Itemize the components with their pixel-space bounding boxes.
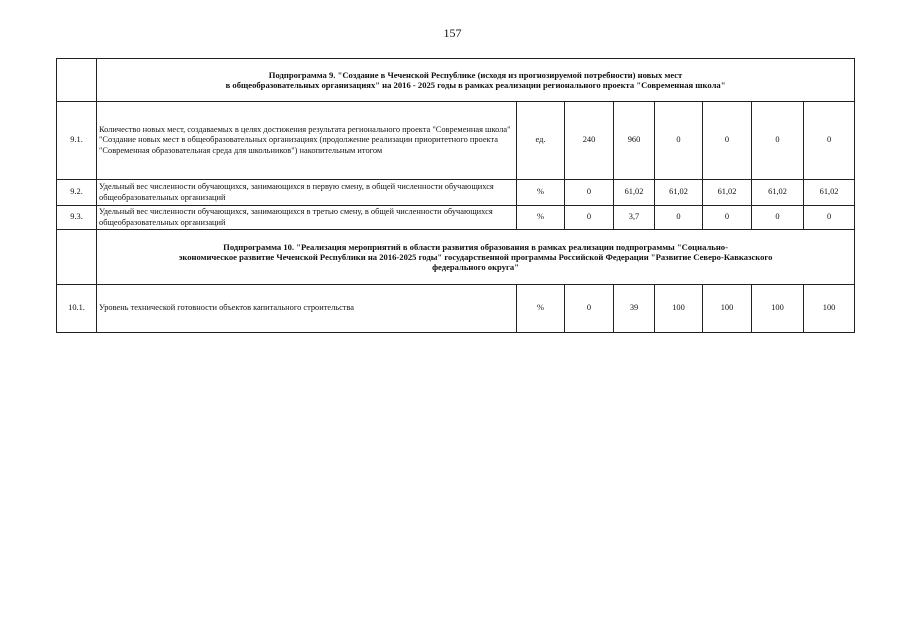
section-header-row <box>57 59 855 102</box>
value-cell: 61,02 <box>752 180 804 206</box>
row-number: 9.3. <box>57 206 97 230</box>
subprogram-9-title-line2: в общеобразовательных организациях" на 2016 - 2025 годы в рамках реализации регионального проекта "Современная школа" <box>225 80 726 90</box>
empty-cell <box>57 59 97 102</box>
value-cell: 240 <box>565 102 614 180</box>
subprogram-10-title-line2: экономическое развитие Чеченской Республики на 2016-2025 годы" государственной программы Российской Федерации "Развитие Северо-Кавказского <box>178 251 773 262</box>
value-cell: 0 <box>565 206 614 230</box>
value-cell: 61,02 <box>804 180 855 206</box>
table-row <box>57 206 855 230</box>
indicators-table <box>56 58 855 333</box>
value-cell: 0 <box>703 206 752 230</box>
indicator-description: Удельный вес численности обучающихся, занимающихся в первую смену, в общей численности обучающихся общеобразовательных организаций <box>97 180 517 206</box>
value-cell: 0 <box>655 102 703 180</box>
value-cell: 100 <box>655 285 703 333</box>
row-number: 9.1. <box>57 102 97 180</box>
value-cell: 0 <box>752 102 804 180</box>
value-cell: 0 <box>703 102 752 180</box>
subprogram-9-title-line1: Подпрограмма 9. "Создание в Чеченской Республике (исходя из прогнозируемой потребности) новых мест <box>268 69 683 80</box>
table-row <box>57 102 855 180</box>
indicator-description: Удельный вес численности обучающихся, занимающихся в третью смену, в общей численности обучающихся общеобразовательных организаций <box>97 206 517 230</box>
value-cell: 100 <box>703 285 752 333</box>
value-cell: 0 <box>655 206 703 230</box>
value-cell: 100 <box>804 285 855 333</box>
value-cell: 960 <box>614 102 655 180</box>
unit-cell: % <box>517 206 565 230</box>
value-cell: 0 <box>752 206 804 230</box>
value-cell: 3,7 <box>614 206 655 230</box>
unit-cell: ед. <box>517 102 565 180</box>
value-cell: 100 <box>752 285 804 333</box>
value-cell: 0 <box>565 285 614 333</box>
table-row <box>57 285 855 333</box>
value-cell: 39 <box>614 285 655 333</box>
value-cell: 61,02 <box>614 180 655 206</box>
subprogram-10-title <box>97 230 855 285</box>
subprogram-9-title <box>97 59 855 102</box>
page-number: 157 <box>443 26 462 40</box>
value-cell: 0 <box>804 102 855 180</box>
subprogram-10-title-line3: федерального округа" <box>432 262 519 273</box>
row-number: 9.2. <box>57 180 97 206</box>
empty-cell <box>57 230 97 285</box>
value-cell: 61,02 <box>703 180 752 206</box>
table-row <box>57 180 855 206</box>
unit-cell: % <box>517 285 565 333</box>
row-number: 10.1. <box>57 285 97 333</box>
section-header-row <box>57 230 855 285</box>
value-cell: 61,02 <box>655 180 703 206</box>
value-cell: 0 <box>804 206 855 230</box>
indicator-description: Уровень технической готовности объектов капитального строительства <box>97 285 517 333</box>
value-cell: 0 <box>565 180 614 206</box>
unit-cell: % <box>517 180 565 206</box>
subprogram-10-title-line1: Подпрограмма 10. "Реализация мероприятий в области развития образования в рамках реализации подпрограммы "Социально- <box>223 241 728 252</box>
indicator-description: Количество новых мест, создаваемых в целях достижения результата регионального проекта "Современная школа" "Создание новых мест в общеобразовательных организациях (продолжение реализации приоритетного проекта "Современная образовательная среда для школьников") накопительным итогом <box>97 102 517 180</box>
